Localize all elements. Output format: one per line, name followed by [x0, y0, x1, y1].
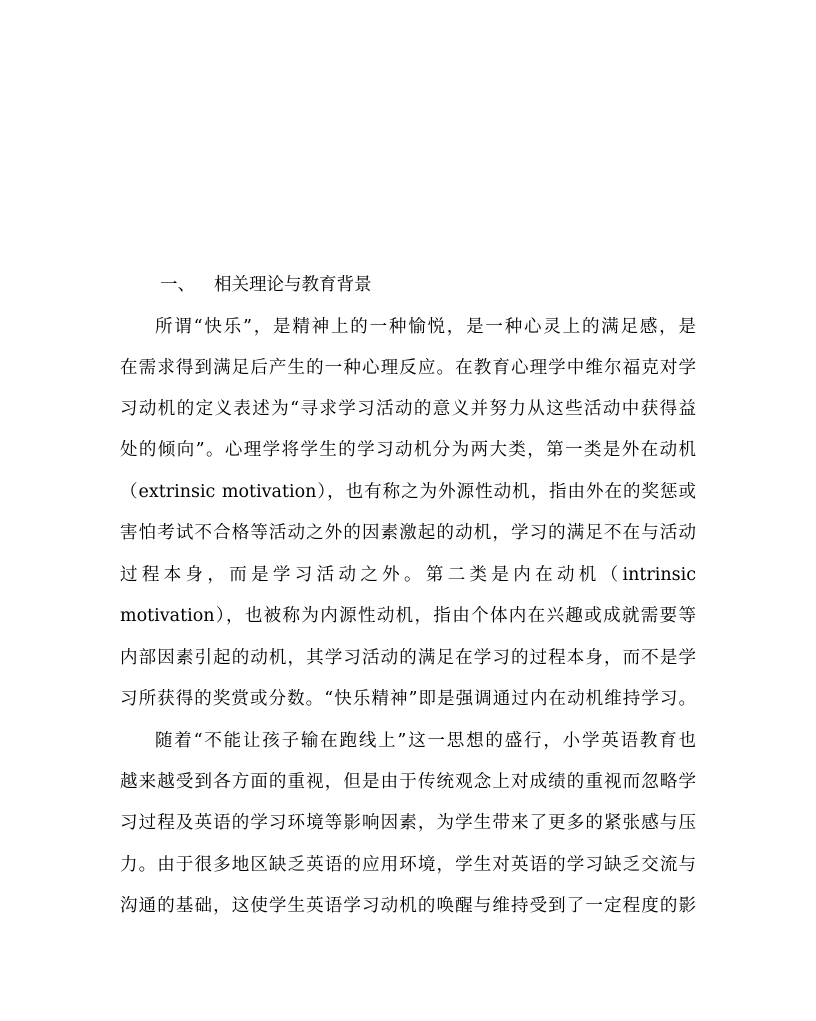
paragraph-line: 过程本身，而是学习活动之外。第二类是内在动机（intrinsic [120, 565, 696, 585]
paragraph-line: （extrinsic motivation），也有称之为外源性动机，指由外在的奖惩或 [120, 482, 696, 502]
paragraph-line: 随着“不能让孩子输在跑线上”这一思想的盛行，小学英语教育也 [155, 731, 696, 751]
paragraph-line: 沟通的基础，这使学生英语学习动机的唤醒与维持受到了一定程度的影 [120, 896, 696, 916]
paragraph-line: 习过程及英语的学习环境等影响因素，为学生带来了更多的紧张感与压 [120, 813, 696, 833]
paragraph-line: 害怕考试不合格等活动之外的因素激起的动机，学习的满足不在与活动 [120, 523, 696, 543]
paragraph-line: 所谓“快乐”，是精神上的一种愉悦，是一种心灵上的满足感，是 [155, 317, 696, 337]
paragraph-line: 越来越受到各方面的重视，但是由于传统观念上对成绩的重视而忽略学 [120, 772, 696, 792]
section-title: 相关理论与教育背景 [214, 275, 372, 295]
paragraph-line: 处的倾向”。心理学将学生的学习动机分为两大类，第一类是外在动机 [120, 440, 696, 460]
paragraph-line: 习动机的定义表述为“寻求学习活动的意义并努力从这些活动中获得益 [120, 399, 696, 419]
paragraph-line: 在需求得到满足后产生的一种心理反应。在教育心理学中维尔福克对学 [120, 358, 696, 378]
section-number: 一、 [160, 275, 195, 295]
paragraph-line: 内部因素引起的动机，其学习活动的满足在学习的过程本身，而不是学 [120, 648, 696, 668]
paragraph-line: 力。由于很多地区缺乏英语的应用环境，学生对英语的学习缺乏交流与 [120, 855, 696, 875]
paragraph-line: motivation），也被称为内源性动机，指由个体内在兴趣或成就需要等 [120, 606, 696, 626]
paragraph-line: 习所获得的奖赏或分数。“快乐精神”即是强调通过内在动机维持学习。 [120, 689, 696, 709]
